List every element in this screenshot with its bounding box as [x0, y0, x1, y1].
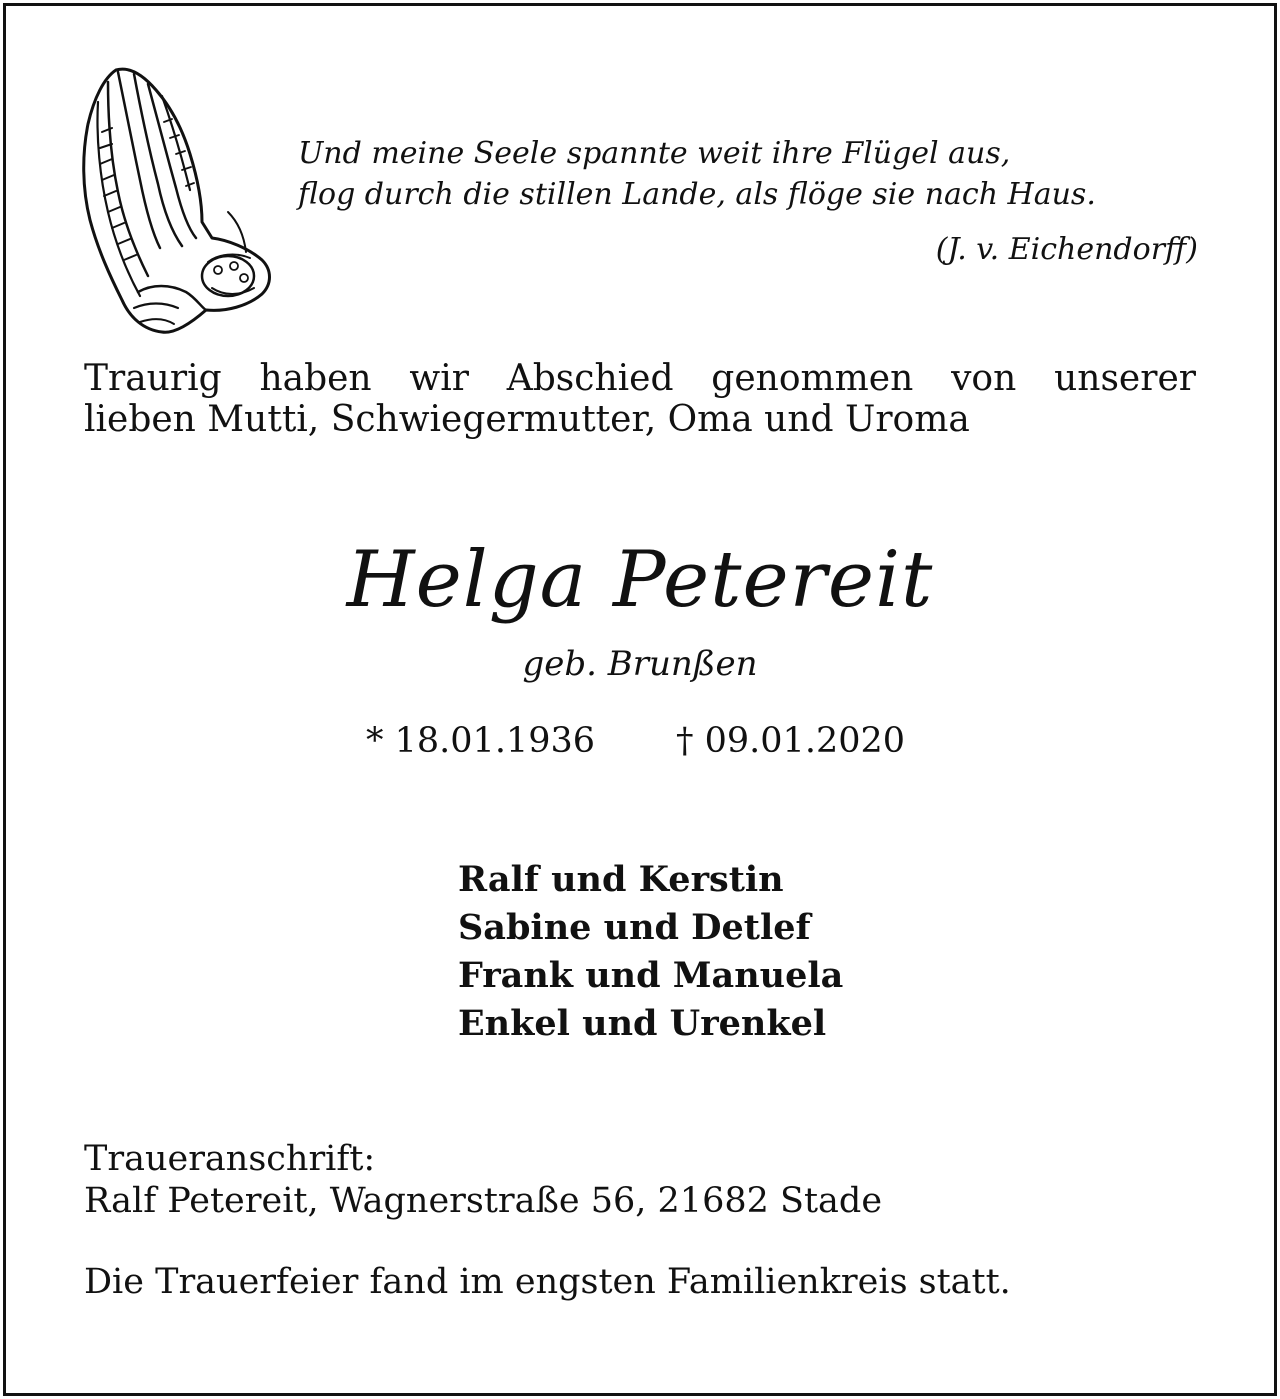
intro-word: Abschied — [506, 358, 674, 399]
mourner-entry: Sabine und Detlef — [458, 907, 811, 948]
intro-word: von — [951, 358, 1017, 399]
intro-word: unserer — [1054, 358, 1196, 399]
intro-line-2: lieben Mutti, Schwiegermutter, Oma und Uroma — [84, 399, 970, 440]
poem-line: Und meine Seele spannte weit ihre Flügel aus, — [298, 136, 1011, 171]
poem-line: flog durch die stillen Lande, als flöge sie nach Haus. — [298, 177, 1096, 212]
mourner-entry: Enkel und Urenkel — [458, 1003, 827, 1044]
maiden-name: geb. Brunßen — [522, 644, 758, 684]
praying-hands-icon — [78, 62, 278, 337]
intro-line-1 — [84, 358, 1196, 399]
mourning-address — [84, 1138, 882, 1222]
memorial-poem — [298, 133, 1198, 267]
mourners-list — [458, 856, 843, 1048]
address-label: Traueranschrift: — [84, 1139, 376, 1179]
intro-word: haben — [259, 358, 372, 399]
mourner-entry: Frank und Manuela — [458, 955, 844, 996]
farewell-intro — [84, 358, 1196, 440]
intro-word: genommen — [711, 358, 914, 399]
intro-word: Traurig — [84, 358, 222, 399]
funeral-note: Die Trauerfeier fand im engsten Familienkreis statt. — [84, 1262, 1011, 1302]
deceased-name: Helga Petereit — [346, 535, 934, 625]
intro-word: wir — [409, 358, 469, 399]
mourner-entry: Ralf und Kerstin — [458, 859, 784, 900]
birth-date: * 18.01.1936 — [366, 721, 596, 761]
address-value: Ralf Petereit, Wagnerstraße 56, 21682 Stade — [84, 1181, 883, 1221]
life-dates — [0, 718, 1280, 764]
death-date: † 09.01.2020 — [676, 721, 906, 761]
poem-credit: (J. v. Eichendorff) — [935, 232, 1198, 267]
